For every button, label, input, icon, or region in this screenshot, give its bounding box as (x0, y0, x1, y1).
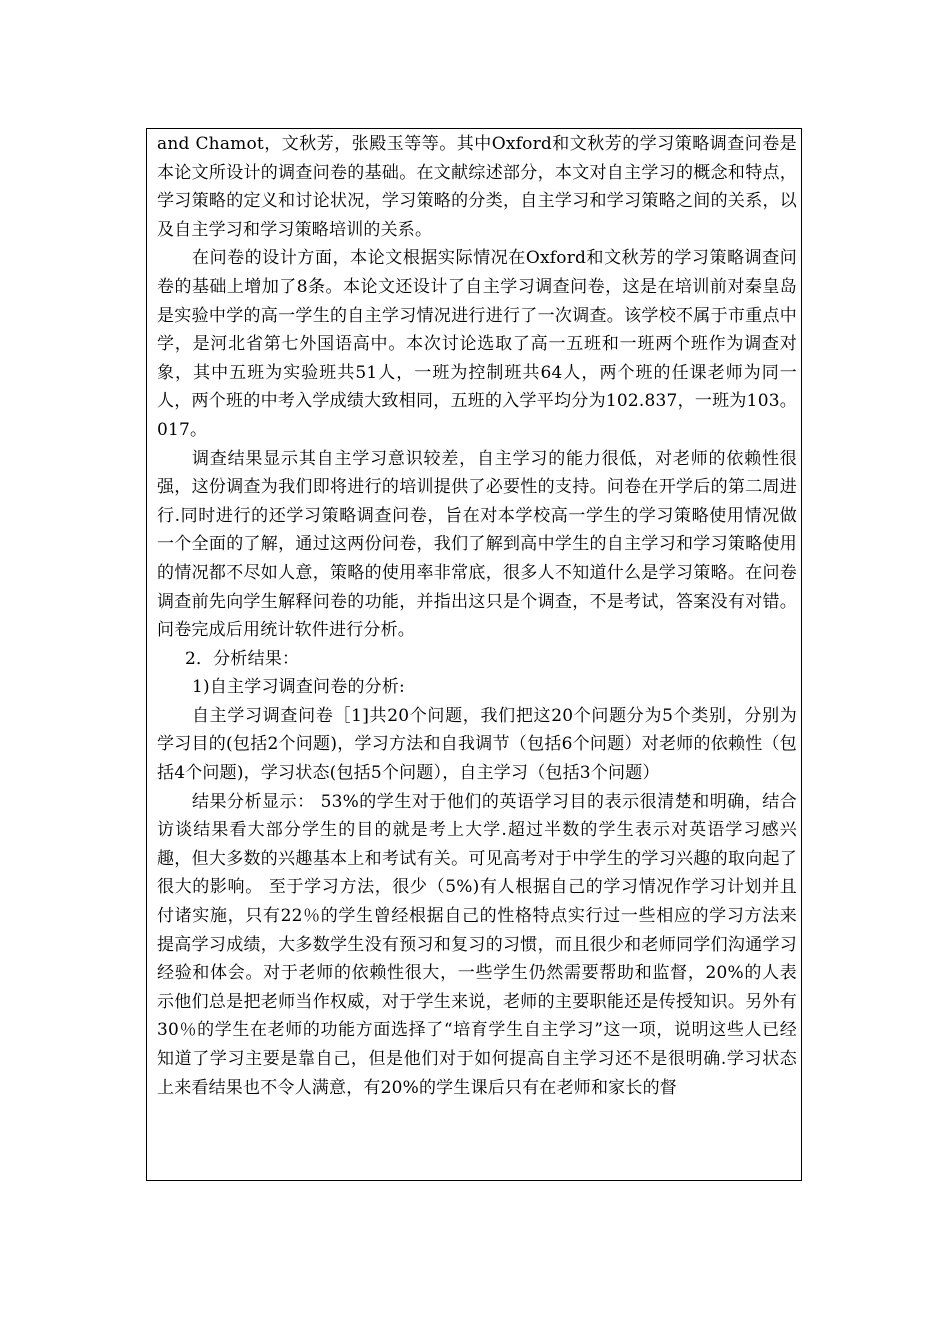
paragraph-question-categories: 自主学习调查问卷［1]共20个问题，我们把这20个问题分为5个类别，分别为学习目的(包括2个问题)，学习方法和自我调节（包括6个问题）对老师的依赖性（包括4个问题)，学习状态(包括5个问题），自主学习（包括3个问题） (157, 705, 797, 784)
paragraph-survey-results: 调查结果显示其自主学习意识较差，自主学习的能力很低，对老师的依赖性很强，这份调查为我们即将进行的培训提供了必要性的支持。问卷在开学后的第二周进行.同时进行的还学习策略调查问卷，旨在对本学校高一学生的学习策略使用情况做一个全面的了解，通过这两份问卷，我们了解到高中学生的自主学习和学习策略使用的情况都不尽如人意，策略的使用率非常底，很多人不知道什么是学习策略。在问卷调查前先向学生解释问卷的功能，并指出这只是个调查，不是考试，答案没有对错。问卷完成后用统计软件进行分析。 (157, 448, 797, 641)
subsection-heading-autonomy-questionnaire: 1)自主学习调查问卷的分析: (192, 677, 405, 698)
paragraph-analysis-findings: 结果分析显示： 53%的学生对于他们的英语学习目的表示很清楚和明确，结合访谈结果看大部分学生的目的就是考上大学.超过半数的学生表示对英语学习感兴趣，但大多数的兴趣基本上和考试有关。可见高考对于中学生的学习兴趣的取向起了很大的影响。 至于学习方法，很少（5%)有人根据自己的学习情况作学习计划并且付诸实施，只有22％的学生曾经根据自己的性格特点实行过一些相应的学习方法来提高学习成绩，大多数学生没有预习和复习的习惯，而且很少和老师同学们沟通学习经验和体会。对于老师的依赖性很大，一些学生仍然需要帮助和监督，20%的人表示他们总是把老师当作权威，对于学生来说，老师的主要职能还是传授知识。另外有30％的学生在老师的功能方面选择了“培育学生自主学习”这一项，说明这些人已经知道了学习主要是靠自己，但是他们对于如何提高自主学习还不是很明确.学习状态上来看结果也不令人满意，有20%的学生课后只有在老师和家长的督 (157, 791, 797, 1098)
paragraph-literature-review: and Chamot，文秋芳，张殿玉等等。其中Oxford和文秋芳的学习策略调查问卷是本论文所设计的调查问卷的基础。在文献综述部分，本文对自主学习的概念和特点，学习策略的定义和讨论状况，学习策略的分类，自主学习和学习策略之间的关系，以及自主学习和学习策略培训的关系。 (157, 134, 797, 240)
paragraph-questionnaire-design: 在问卷的设计方面，本论文根据实际情况在Oxford和文秋芳的学习策略调查问卷的基础上增加了8条。本论文还设计了自主学习调查问卷，这是在培训前对秦皇岛是实验中学的高一学生的自主学习情况进行进行了一次调查。该学校不属于市重点中学，是河北省第七外国语高中。本次讨论选取了高一五班和一班两个班作为调查对象，其中五班为实验班共51人，一班为控制班共64人，两个班的任课老师为同一人，两个班的中考入学成绩大致相同，五班的入学平均分为102.837，一班为103。017。 (157, 248, 797, 440)
section-heading-analysis-results: 2．分析结果： (185, 648, 300, 669)
document-body (157, 130, 797, 1102)
